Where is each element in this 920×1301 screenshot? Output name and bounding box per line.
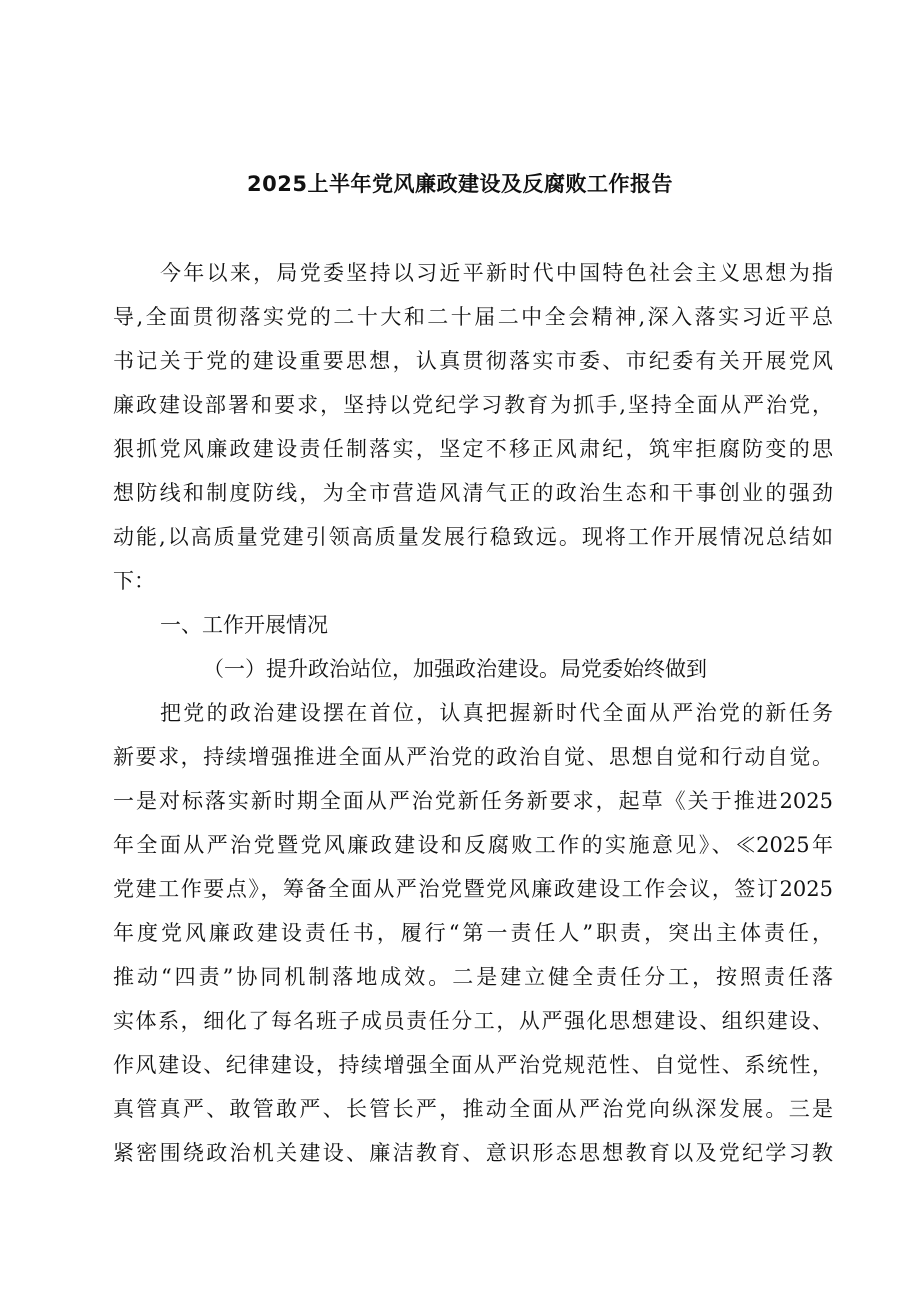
- intro-line: 动能,以高质量党建引领高质量发展行稳致远。现将工作开展情况总结如: [113, 525, 833, 549]
- intro-line: 狠抓党风廉政建设责任制落实，坚定不移正风肃纪，筑牢拒腐防变的思: [113, 437, 833, 461]
- intro-line: 今年以来，局党委坚持以习近平新时代中国特色社会主义思想为指: [160, 261, 833, 285]
- section-heading: 一、工作开展情况: [160, 613, 328, 637]
- subsection-heading: （一）提升政治站位，加强政治建设。局党委始终做到: [203, 657, 707, 681]
- body-line: 年全面从严治党暨党风廉政建设和反腐败工作的实施意见》、≪2025年: [113, 833, 833, 857]
- body-line: 紧密围绕政治机关建设、廉洁教育、意识形态思想教育以及党纪学习教: [113, 1141, 833, 1165]
- document-title: 2025上半年党风廉政建设及反腐败工作报告: [247, 172, 673, 196]
- body-line: 推动“四责”协同机制落地成效。二是建立健全责任分工，按照责任落: [113, 965, 833, 989]
- intro-line: 下：: [113, 569, 155, 593]
- body-line: 新要求，持续增强推进全面从严治党的政治自觉、思想自觉和行动自觉。: [113, 745, 833, 769]
- body-line: 年度党风廉政建设责任书，履行“第一责任人”职责，突出主体责任，: [113, 921, 833, 945]
- body-line: 实体系，细化了每名班子成员责任分工，从严强化思想建设、组织建设、: [113, 1009, 833, 1033]
- intro-line: 导,全面贯彻落实党的二十大和二十届二中全会精神,深入落实习近平总: [113, 305, 833, 329]
- intro-line: 书记关于党的建设重要思想，认真贯彻落实市委、市纪委有关开展党风: [113, 349, 833, 373]
- body-line: 真管真严、敢管敢严、长管长严，推动全面从严治党向纵深发展。三是: [113, 1097, 833, 1121]
- body-line: 一是对标落实新时期全面从严治党新任务新要求，起草《关于推进2025: [113, 789, 833, 813]
- intro-line: 想防线和制度防线，为全市营造风清气正的政治生态和干事创业的强劲: [113, 481, 833, 505]
- intro-line: 廉政建设部署和要求，坚持以党纪学习教育为抓手,坚持全面从严治党，: [113, 393, 833, 417]
- body-line: 作风建设、纪律建设，持续增强全面从严治党规范性、自觉性、系统性，: [113, 1053, 833, 1077]
- body-line: 党建工作要点》，筹备全面从严治党暨党风廉政建设工作会议，签订2025: [113, 877, 833, 901]
- body-line: 把党的政治建设摆在首位，认真把握新时代全面从严治党的新任务: [160, 701, 833, 725]
